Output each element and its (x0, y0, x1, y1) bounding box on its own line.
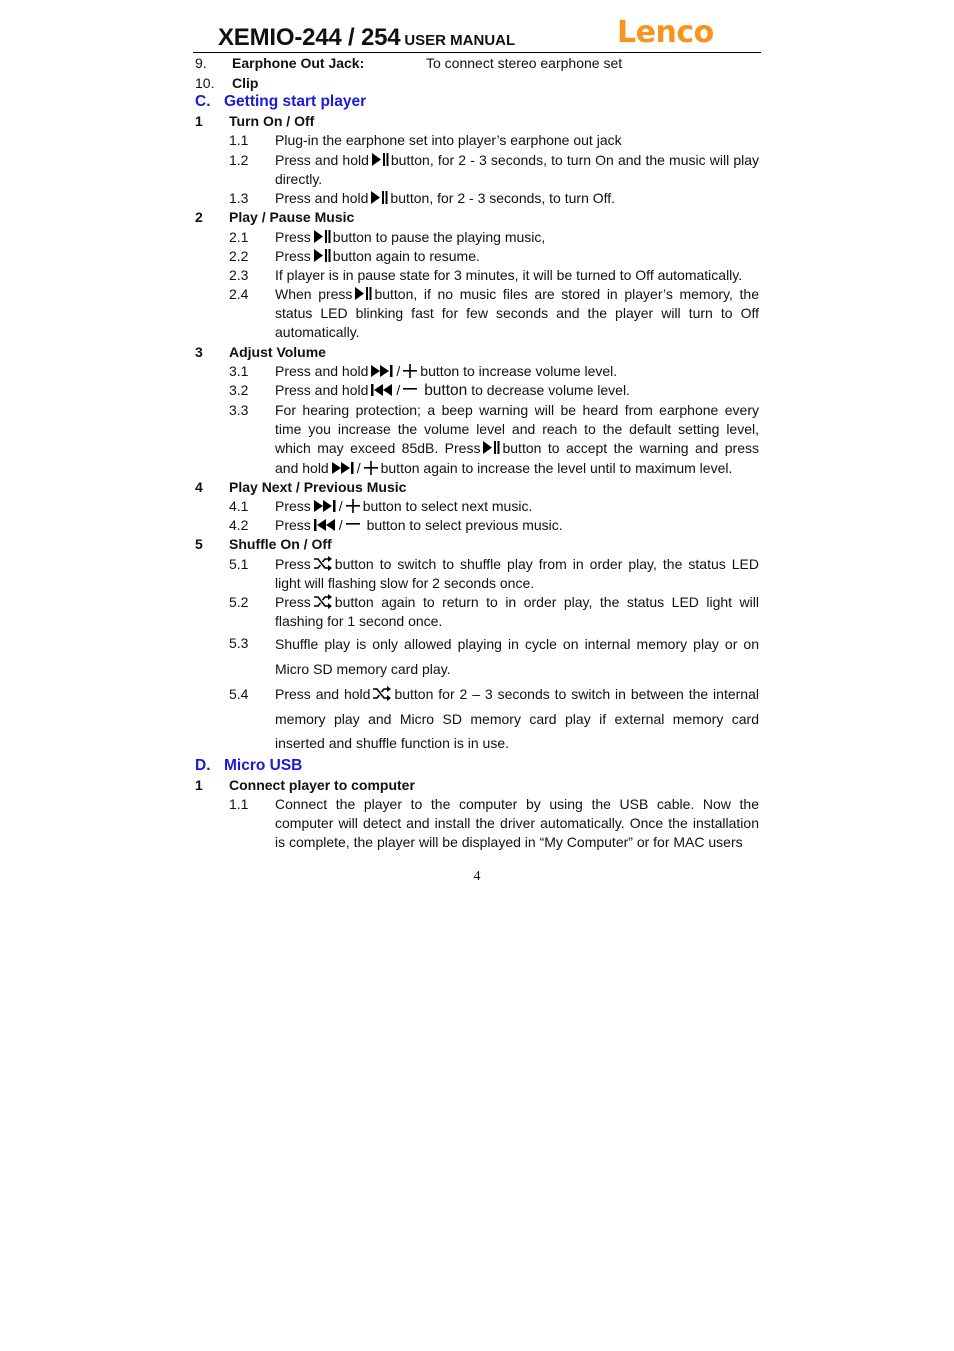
play-pause-icon (482, 440, 500, 455)
step-text: For hearing protection; a beep warning will be heard from earphone every time you increase the volume level and reach to the default setting level, which may exceed 85dB. Press (275, 402, 759, 457)
step-number: 1.1 (229, 796, 249, 812)
separator: / (396, 382, 401, 398)
step-text: button, if no music files are stored in player’s memory, the status LED blinking fast for few seconds and the player will turn to Off automatically. (275, 286, 759, 341)
step-number: 2.1 (229, 229, 249, 245)
next-icon (331, 461, 355, 475)
step-3-3 (275, 401, 759, 478)
step-number: 2.3 (229, 267, 249, 283)
section-letter: C. (195, 93, 211, 110)
play-pause-icon (313, 248, 331, 263)
plus-icon (363, 461, 379, 475)
section-title: Getting start player (224, 93, 367, 110)
play-pause-icon (371, 152, 389, 167)
step-1-2 (275, 151, 759, 189)
step-text: Press (275, 498, 311, 514)
heading-text: Play / Pause Music (229, 209, 355, 225)
step-1-3 (275, 189, 759, 208)
step-number: 5.3 (229, 635, 249, 651)
step-text: button to increase volume level. (420, 363, 618, 379)
step-text: button again to return to in order play, the status LED light will flashing for 1 second once. (275, 594, 759, 630)
step-text: button to accept the warning and press and hold (275, 440, 759, 476)
item-number: 9. (195, 55, 207, 71)
step-2-4 (275, 285, 759, 343)
plus-icon (345, 499, 361, 513)
lenco-logo: Lenco (617, 15, 714, 50)
play-pause-icon (370, 190, 388, 205)
separator: / (356, 459, 361, 476)
step-number: 1.2 (229, 152, 249, 168)
page-header (193, 15, 761, 53)
heading-number: 5 (195, 536, 203, 552)
step-5-3 (275, 632, 759, 681)
step-text: Press (275, 517, 311, 533)
step-d-1-1 (275, 795, 759, 853)
step-5-4 (275, 682, 759, 756)
step-text: Shuffle play is only allowed playing in cycle on internal memory play or on Micro SD memory card play. (275, 636, 759, 677)
previous-icon (370, 383, 394, 397)
step-number: 1.1 (229, 132, 249, 148)
step-number: 3.3 (229, 402, 249, 418)
step-text: button to select next music. (362, 498, 533, 514)
minus-icon (345, 518, 361, 532)
step-text: Connect the player to the computer by using the USB cable. Now the computer will detect and install the driver automatically. Once the installation is complete, the player will be displayed in “My Computer” or for MAC users (275, 796, 759, 851)
step-number: 4.2 (229, 517, 249, 533)
step-text: Press (275, 229, 311, 245)
play-pause-icon (354, 286, 372, 301)
play-pause-icon (313, 229, 331, 244)
item-number: 10. (195, 75, 215, 91)
next-icon (370, 364, 394, 378)
step-5-1 (275, 555, 759, 593)
step-text: Press (275, 594, 311, 610)
heading-number: 1 (195, 777, 203, 793)
item-label: Earphone Out Jack: (232, 55, 365, 71)
step-5-2 (275, 593, 759, 631)
step-3-2 (275, 381, 759, 400)
separator: / (396, 363, 401, 379)
step-number: 2.4 (229, 286, 249, 302)
heading-text: Play Next / Previous Music (229, 479, 407, 495)
heading-number: 3 (195, 344, 203, 360)
step-2-3 (275, 266, 759, 285)
step-number: 5.1 (229, 556, 249, 572)
next-icon (313, 499, 337, 513)
step-text: Press (275, 248, 311, 264)
step-text: If player is in pause state for 3 minutes, it will be turned to Off automatically. (275, 267, 743, 283)
step-text: button to pause the playing music, (332, 229, 546, 245)
step-text: Plug-in the earphone set into player’s earphone out jack (275, 132, 622, 148)
step-number: 5.2 (229, 594, 249, 610)
step-2-2 (275, 247, 759, 266)
step-1-1 (275, 131, 759, 150)
step-2-1 (275, 228, 759, 247)
step-text: button (424, 382, 468, 399)
heading-text: Turn On / Off (229, 113, 315, 129)
shuffle-icon (313, 594, 333, 609)
previous-icon (313, 518, 337, 532)
heading-text: Connect player to computer (229, 777, 415, 793)
step-4-2 (275, 516, 759, 535)
step-text: Press (275, 556, 311, 572)
step-number: 4.1 (229, 498, 249, 514)
step-text: to decrease volume level. (471, 382, 630, 398)
step-text: Press and hold (275, 686, 371, 702)
page-number: 4 (473, 869, 481, 884)
item-description: To connect stereo earphone set (426, 55, 623, 71)
item-label: Clip (232, 75, 259, 91)
heading-text: Adjust Volume (229, 344, 326, 360)
step-text: Press and hold (275, 363, 369, 379)
section-title: Micro USB (224, 757, 303, 774)
step-text: button again to resume. (332, 248, 480, 264)
step-number: 3.2 (229, 382, 249, 398)
step-3-1 (275, 362, 759, 381)
title-sub: USER MANUAL (404, 32, 516, 49)
step-text: button to switch to shuffle play from in order play, the status LED light will flashing slow for 2 seconds once. (275, 556, 759, 592)
step-text: Press and hold (275, 152, 369, 168)
step-number: 5.4 (229, 686, 249, 702)
title-main: XEMIO-244 / 254 (218, 24, 401, 51)
step-text: When press (275, 286, 353, 302)
step-text: Press and hold (275, 190, 369, 206)
step-number: 2.2 (229, 248, 249, 264)
heading-text: Shuffle On / Off (229, 536, 332, 552)
step-number: 1.3 (229, 190, 249, 206)
section-letter: D. (195, 757, 211, 774)
heading-number: 2 (195, 209, 203, 225)
step-number: 3.1 (229, 363, 249, 379)
heading-number: 1 (195, 113, 203, 129)
step-text: button, for 2 - 3 seconds, to turn Off. (390, 190, 616, 206)
step-text: button for 2 – 3 seconds to switch in between the internal memory play and Micro SD memory card play if external memory card inserted and shuffle function is in use. (275, 686, 759, 751)
separator: / (338, 517, 343, 533)
heading-number: 4 (195, 479, 203, 495)
step-text: button again to increase the level until to maximum level. (380, 459, 733, 476)
shuffle-icon (313, 556, 333, 571)
step-4-1 (275, 497, 759, 516)
minus-icon (402, 383, 418, 397)
shuffle-icon (372, 686, 392, 701)
page-title (218, 24, 515, 52)
separator: / (338, 498, 343, 514)
step-text: button, for 2 - 3 seconds, to turn On and the music will play directly. (275, 152, 759, 188)
step-text: button to select previous music. (366, 517, 563, 533)
plus-icon (402, 364, 418, 378)
step-text: Press and hold (275, 382, 369, 398)
